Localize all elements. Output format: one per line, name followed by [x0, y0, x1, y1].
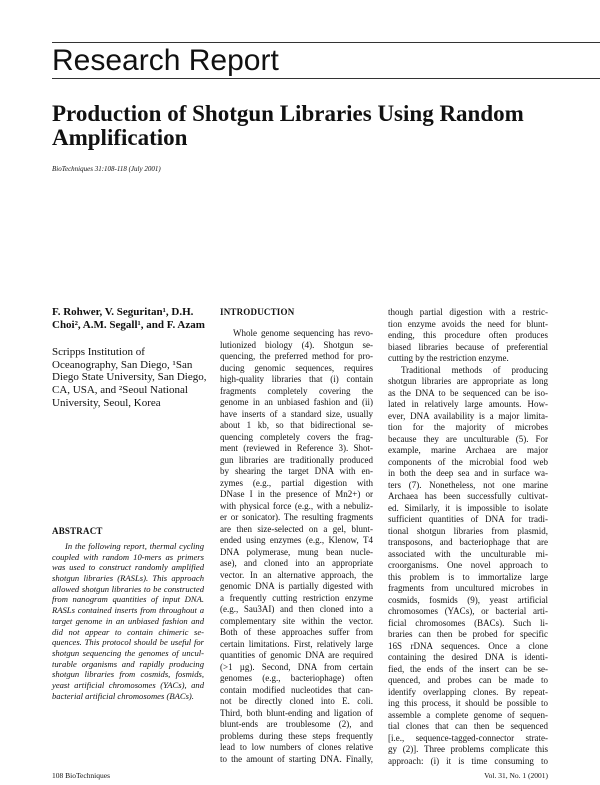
text-line: as the DNA to be sequenced can be iso-: [388, 387, 548, 398]
text-line: ever, DNA availability is a major limita-: [388, 410, 548, 421]
text-line: identify overlapping clones. By repeat-: [388, 686, 548, 697]
text-line: assemble a complete genome of sequen-: [388, 709, 548, 720]
text-line: with physical force (e.g., with a nebuliz-: [220, 500, 373, 511]
text-line: a frequently cutting restriction enzyme: [220, 592, 373, 603]
text-line: have inserts of a standard size, usually: [220, 408, 373, 419]
footer-volume: Vol. 31, No. 1 (2001): [484, 771, 548, 780]
text-line: Archaea has been successfully cultivat-: [388, 491, 548, 501]
text-line: lead to low numbers of clones relative: [220, 742, 373, 752]
text-line: cosmids, fosmids (9), yeast artificial: [388, 594, 548, 605]
text-line: (>1 µg). Second, DNA from certain: [220, 661, 373, 672]
text-line: to the amount of starting DNA. Finally,: [220, 753, 373, 764]
text-line: shotgun libraries from cosmids, fosmids,: [52, 669, 204, 680]
text-line: because they are unculturable (5). For: [388, 433, 548, 444]
text-line: was used to construct randomly amplified: [52, 562, 204, 573]
text-line: turable organisms and rapidly producing: [52, 658, 204, 669]
text-line: coupled with random 10-mers as primers: [52, 551, 204, 562]
introduction-heading: INTRODUCTION: [220, 307, 295, 317]
text-line: Whole genome sequencing has revo-: [233, 328, 373, 338]
text-line: contain modified nucleotides that can-: [220, 684, 373, 695]
text-line: did not appear to contain chimeric se-: [52, 626, 204, 637]
text-line: genomes (e.g., bacteriophage) often: [220, 673, 373, 683]
text-line: shotgun libraries are appropriate as long: [388, 376, 548, 386]
text-line: from nanogram quantities of input DNA.: [52, 594, 204, 605]
text-line: Third, both blunt-ending and ligation of: [220, 707, 373, 718]
text-line: In the following report, thermal cycling: [65, 541, 204, 551]
text-line: quenced, and probes can be made to: [388, 675, 548, 685]
header-top-rule: [52, 42, 600, 43]
text-line: tional shotgun libraries from plasmid,: [388, 525, 548, 536]
text-line: tion for the majority of microbes: [388, 422, 548, 432]
text-line: vector. In an alternative approach, the: [220, 569, 373, 580]
header-bottom-rule: [52, 78, 600, 79]
text-line: ended using enzymes (e.g., Klenow, T4: [220, 535, 373, 545]
text-line: yeast artificial chromosomes (YACs), and: [52, 679, 204, 690]
text-line: RASLs contained inserts from throughout a: [52, 605, 204, 616]
text-line: fragments from uncultured microbes in: [388, 583, 548, 593]
text-line: sufficient quantities of DNA for tradi-: [388, 514, 548, 524]
text-line: shotgun libraries (RASLs). This approach: [52, 573, 204, 584]
text-line: Traditional methods of producing: [401, 364, 548, 375]
text-line: gy (2)]. Three problems complicate this: [388, 744, 548, 754]
text-line: quencing completely covers the frag-: [220, 431, 373, 442]
text-line: gun libraries are traditionally produced: [220, 454, 373, 465]
text-line: chromosomes (YACs), or bacterial arti-: [388, 606, 548, 616]
text-line: high-quality libraries that (i) contain: [220, 374, 373, 384]
text-line: ducing genomic sequences, requires: [220, 362, 373, 373]
text-line: example, marine Archaea are major: [388, 445, 548, 455]
introduction-body: [220, 328, 373, 765]
text-line: fragments completely covering the: [220, 385, 373, 396]
text-line: DNase I in the presence of Mn2+) or: [220, 489, 373, 499]
text-line: ed. Similarly, it is impossible to isolate: [388, 502, 548, 513]
text-line: lutionized biology (4). Shotgun se-: [220, 339, 373, 350]
text-line: ase), and cloned into an appropriate: [220, 558, 373, 568]
text-line: quencing, the preferred method for pro-: [220, 351, 373, 361]
text-line: ing this process, it should be possible to: [388, 698, 548, 708]
text-line: quantities of genomic DNA are required: [220, 650, 373, 660]
footer-page-journal: 108 BioTechniques: [52, 771, 111, 780]
text-line: fied, the ends of the insert can be se-: [388, 663, 548, 674]
text-line: ters (7). Nonetheless, not one marine: [388, 479, 548, 490]
text-line: croorganisms. One novel approach to: [388, 560, 548, 570]
text-line: braries can then be probed for specific: [388, 629, 548, 639]
text-line: in both the deep sea and in surface wa-: [388, 468, 548, 478]
text-line: about 1 kb, so that bidirectional se-: [220, 420, 373, 430]
author-list: F. Rohwer, V. Seguritan¹, D.H. Choi², A.M. Segall¹, and F. Azam: [52, 306, 205, 331]
text-line: associated with the unculturable mi-: [388, 548, 548, 559]
text-line: blunt-ends are troublesome (2), and: [220, 719, 373, 729]
text-line: containing the desired DNA is identi-: [388, 652, 548, 662]
text-line: certain limitations. First, relatively large: [220, 638, 373, 649]
text-line: by shearing the target DNA with en-: [220, 466, 373, 476]
text-line: Both of these approaches suffer from: [220, 627, 373, 637]
introduction-continued-body: [388, 307, 548, 767]
text-line: (e.g., Sau3AI) and then cloned into a: [220, 604, 373, 614]
text-line: are then size-selected on a gel, blunt-: [220, 523, 373, 534]
text-line: this problem is to immortalize large: [388, 571, 548, 582]
article-title: Production of Shotgun Libraries Using Random Amplification: [52, 101, 524, 150]
text-line: approach: (i) it is time consuming to: [388, 755, 548, 766]
abstract-body: [52, 541, 204, 701]
text-line: components of the microbial food web: [388, 456, 548, 467]
text-line: though partial digestion with a restric-: [388, 307, 548, 317]
text-line: complementary site within the vector.: [220, 615, 373, 626]
text-line: zymes (e.g., partial digestion with: [220, 477, 373, 488]
text-line: biased libraries because of preferential: [388, 341, 548, 352]
section-title: Research Report: [52, 44, 279, 77]
text-line: transposons, and bacteriophage that are: [388, 537, 548, 547]
text-line: cutting by the restriction enzyme.: [388, 353, 509, 363]
text-line: quences. This protocol should be useful for: [52, 637, 204, 648]
text-line: ment (reviewed in Reference 3). Shot-: [220, 443, 373, 453]
abstract-heading: ABSTRACT: [52, 526, 103, 536]
text-line: genomic DNA is partially digested with: [220, 581, 373, 591]
article-citation: BioTechniques 31:108-118 (July 2001): [52, 165, 161, 173]
text-line: tial clones that can then be sequenced: [388, 721, 548, 731]
author-affiliation: Scripps Institution of Oceanography, San Diego, ¹San Diego State University, San Diego, CA, USA, and ²Seoul National University, Seoul, Korea: [52, 346, 207, 409]
text-line: problems during these steps frequently: [220, 730, 373, 741]
text-line: tion enzyme avoids the need for blunt-: [388, 318, 548, 329]
text-line: not be directly cloned into E. coli.: [220, 696, 373, 706]
text-line: bacterial artificial chromosomes (BACs).: [52, 690, 194, 701]
text-line: 16S rDNA sequences. Once a clone: [388, 640, 548, 651]
text-line: DNA polymerase, mung bean nucle-: [220, 546, 373, 557]
text-line: target genome in an unbiased fashion and: [52, 615, 204, 626]
text-line: er or sonicator). The resulting fragments: [220, 512, 373, 522]
text-line: allowed shotgun libraries to be constructed: [52, 583, 204, 594]
text-line: ficial chromosomes (BACs). Such li-: [388, 617, 548, 628]
text-line: ending, this procedure often produces: [388, 330, 548, 340]
text-line: [i.e., sequence-tagged-connector strate-: [388, 732, 548, 743]
text-line: lated in relatively large amounts. How-: [388, 399, 548, 409]
text-line: shotgun sequencing the genomes of uncul-: [52, 647, 204, 658]
text-line: genome in an unbiased fashion and (ii): [220, 397, 373, 407]
